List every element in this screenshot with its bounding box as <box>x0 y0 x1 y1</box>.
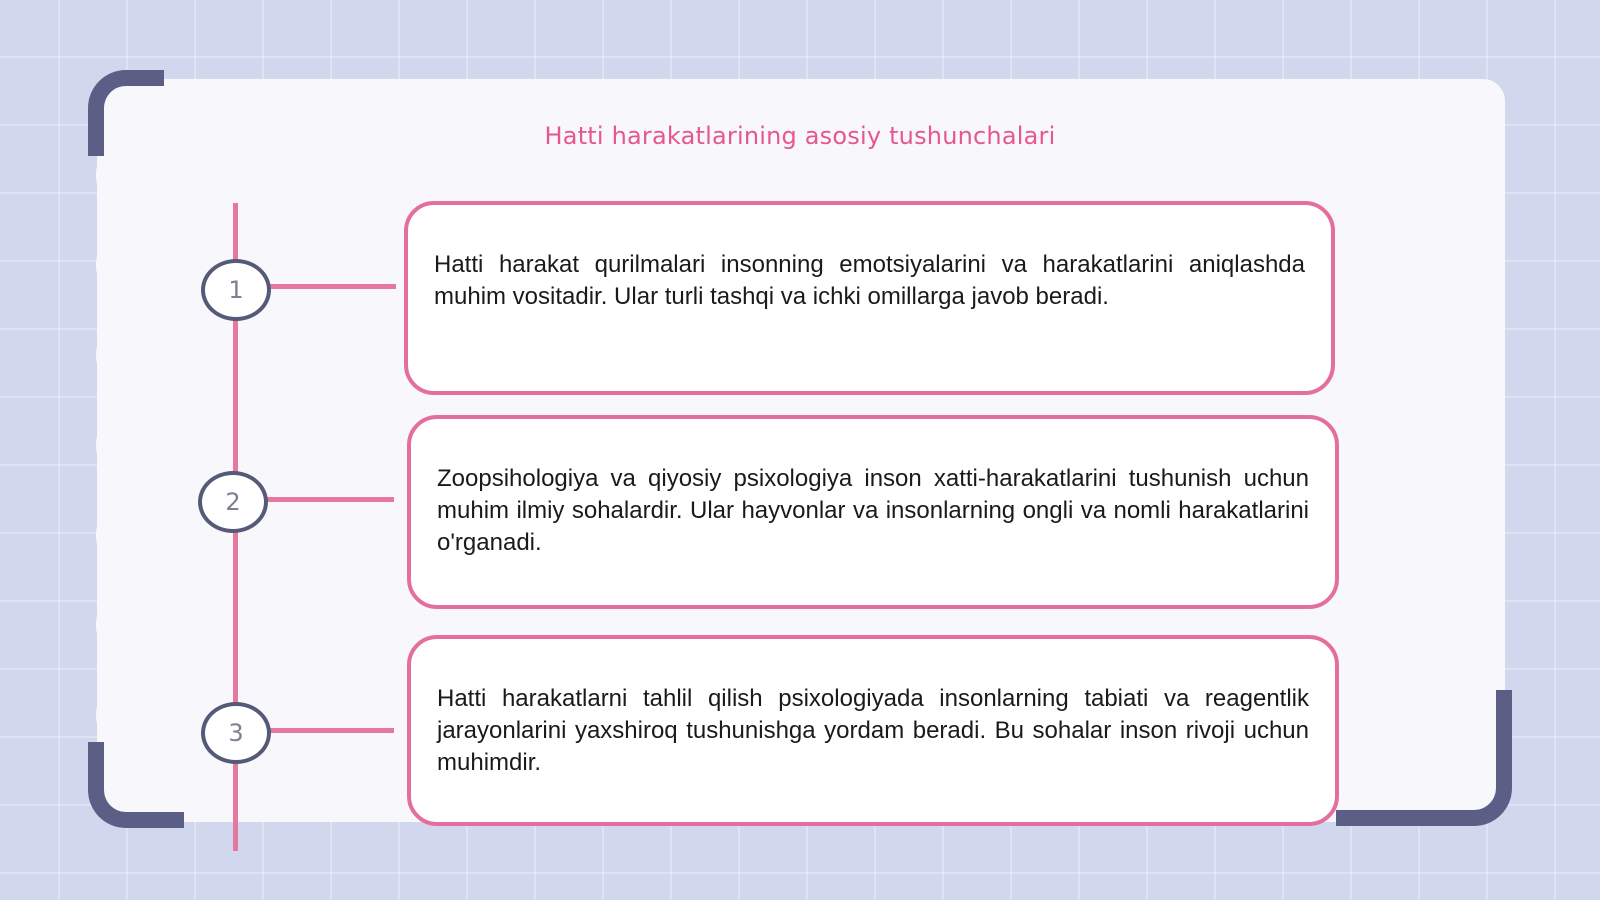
notebook-scallop <box>96 510 126 560</box>
text-box-3 <box>407 635 1339 826</box>
notebook-scallop <box>96 690 126 740</box>
step-number-2: 2 <box>198 471 268 533</box>
text-box-2 <box>407 415 1339 609</box>
text-box-3-body: Hatti harakatlarni tahlil qilish psixologiyada insonlarning tabiati va reagentlik jarayonlarini yaxshiroq tushunishga yordam beradi. Bu sohalar inson rivoji uchun muhimdir. <box>437 685 1309 776</box>
corner-bracket-bottom-left <box>88 742 184 828</box>
timeline-connector-1 <box>262 284 396 289</box>
notebook-scallop <box>96 600 126 650</box>
notebook-scallop <box>96 240 126 290</box>
notebook-scallop <box>96 420 126 470</box>
slide-title: Hatti harakatlarining asosiy tushunchalari <box>544 122 1056 150</box>
notebook-scallop <box>96 330 126 380</box>
text-box-1-body: Hatti harakat qurilmalari insonning emotsiyalarini va harakatlarini aniqlashda muhim vositadir. Ular turli tashqi va ichki omillarga javob beradi. <box>434 251 1305 310</box>
corner-bracket-bottom-right <box>1336 690 1512 826</box>
timeline-connector-3 <box>262 728 394 733</box>
timeline-connector-2 <box>260 497 394 502</box>
notebook-scallop <box>96 150 126 200</box>
text-box-2-body: Zoopsihologiya va qiyosiy psixologiya inson xatti-harakatlarini tushunish uchun muhim ilmiy sohalardir. Ular hayvonlar va insonlarning ongli va nomli harakatlarini o'rganadi. <box>437 465 1309 556</box>
text-box-1 <box>404 201 1335 395</box>
step-number-3: 3 <box>201 702 271 764</box>
step-number-1: 1 <box>201 259 271 321</box>
